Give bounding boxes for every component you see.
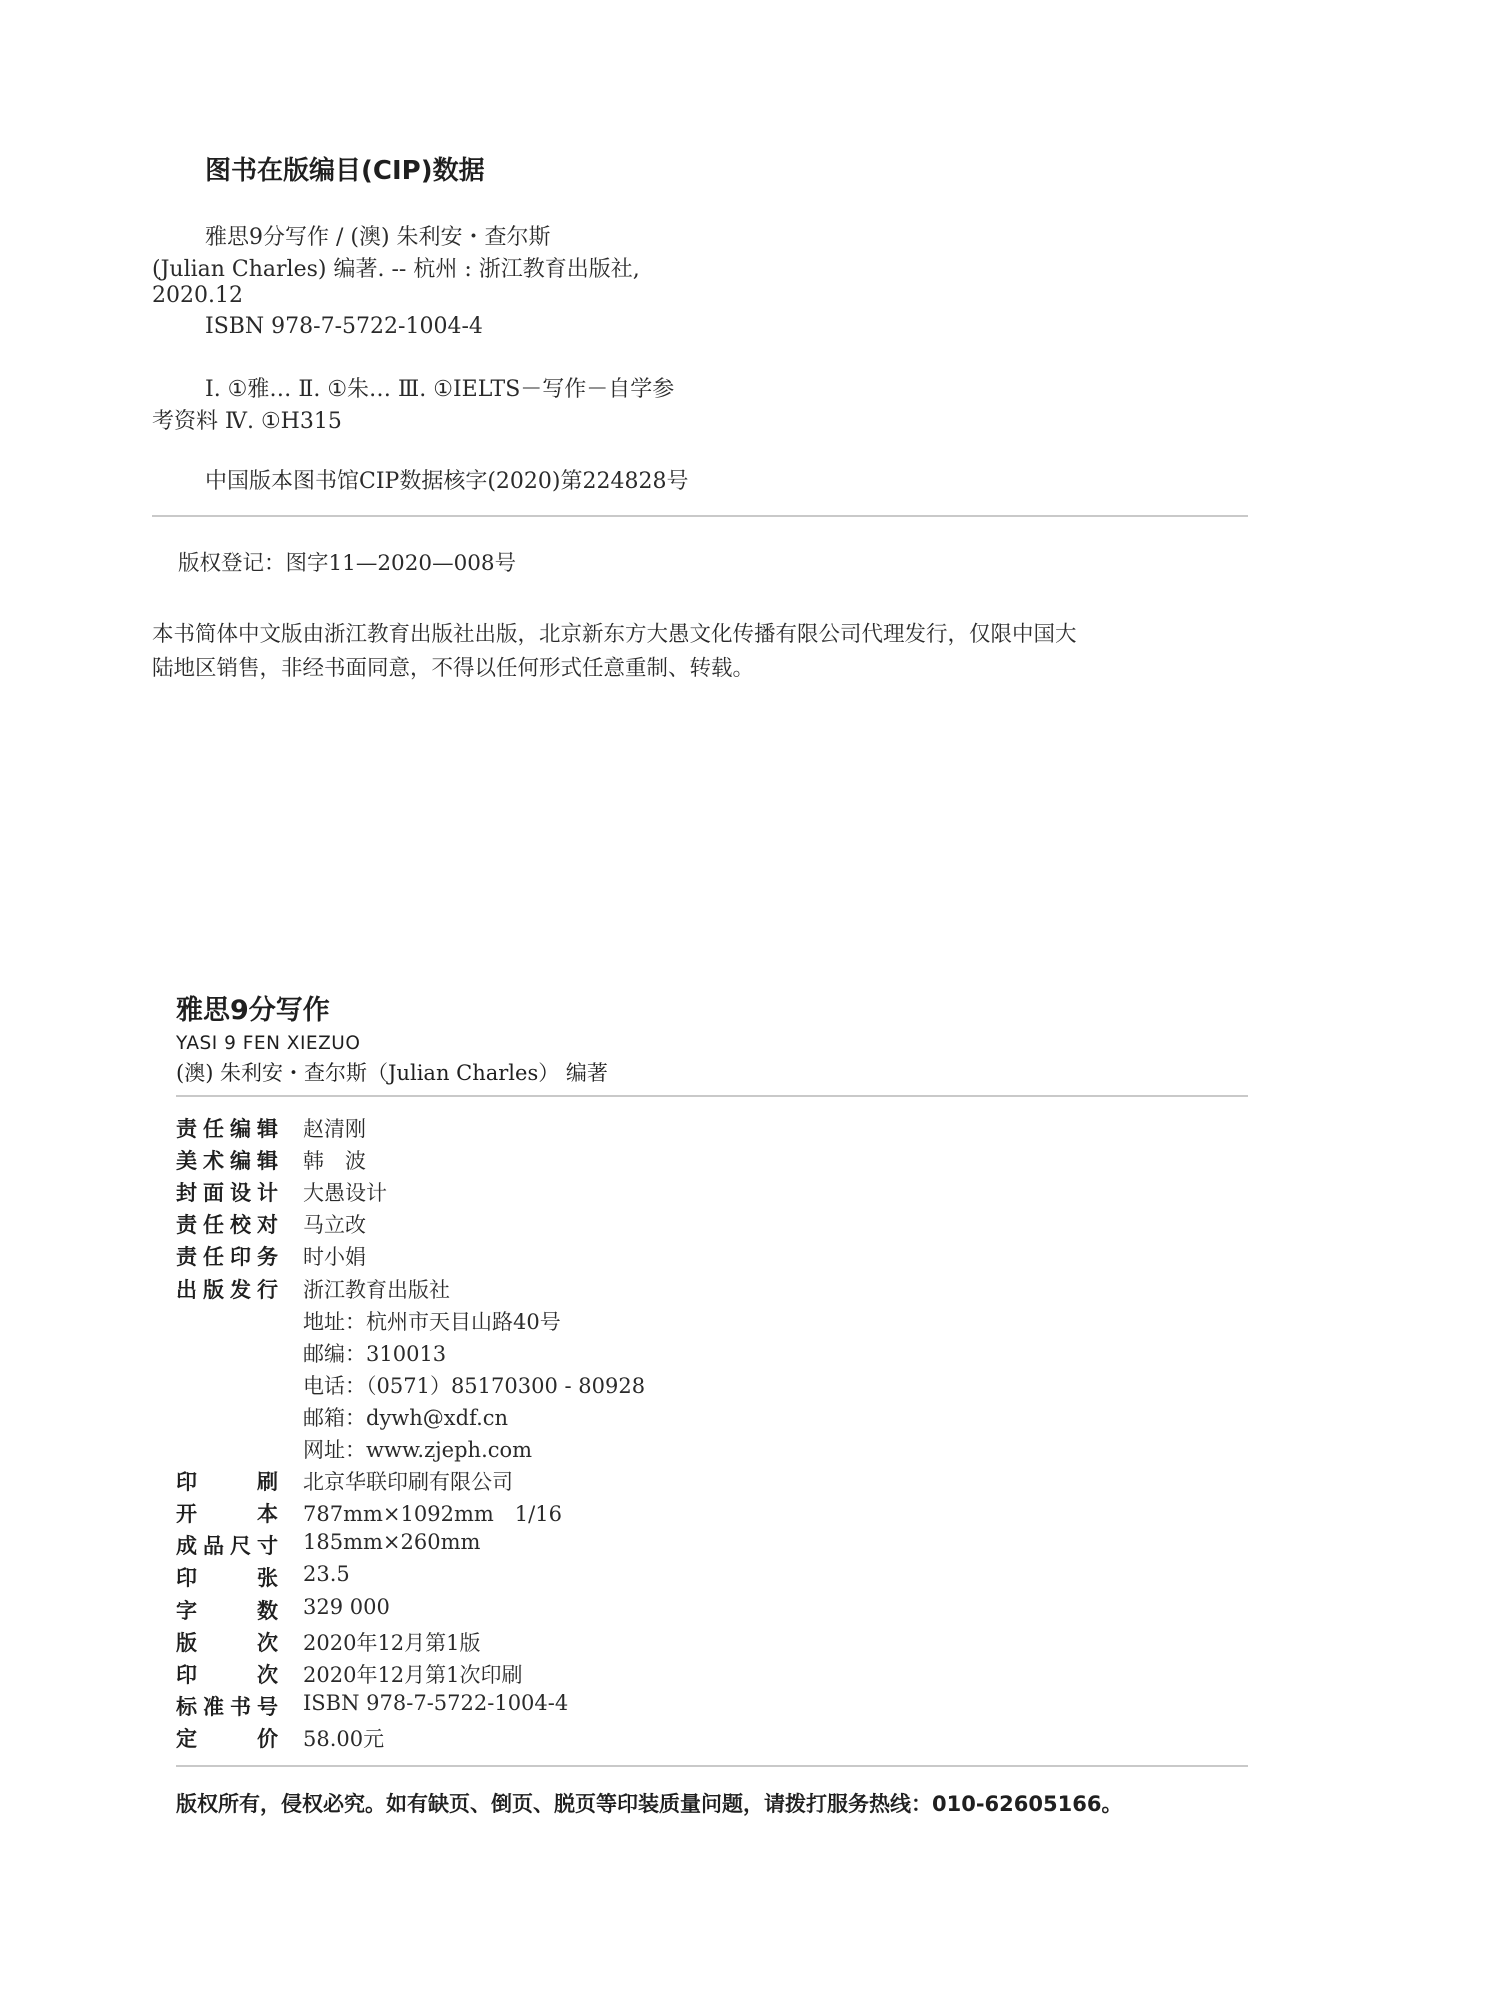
cip-line-isbn: ISBN 978-7-5722-1004-4: [205, 314, 483, 339]
cip-line-classification-cont: 考资料 Ⅳ. ①H315: [152, 409, 342, 434]
license-notice-line-1: 本书简体中文版由浙江教育出版社出版，北京新东方大愚文化传播有限公司代理发行，仅限中国大: [152, 622, 1077, 647]
book-title: 雅思9分写作: [176, 995, 330, 1026]
divider: [176, 1765, 1248, 1767]
detail-value: 329 000: [303, 1595, 390, 1619]
detail-label: 成品尺寸: [176, 1534, 278, 1558]
divider: [176, 1095, 1248, 1097]
copyright-footer: 版权所有，侵权必究。如有缺页、倒页、脱页等印装质量问题，请拨打服务热线：010-62605166。: [176, 1792, 1123, 1816]
cip-line-verification: 中国版本图书馆CIP数据核字(2020)第224828号: [205, 469, 689, 494]
detail-value: 2020年12月第1版: [303, 1631, 481, 1655]
cip-title: 图书在版编目(CIP)数据: [205, 156, 485, 186]
detail-label: 出版发行: [176, 1278, 278, 1302]
detail-value: 韩 波: [303, 1149, 366, 1173]
detail-label: 美术编辑: [176, 1149, 278, 1173]
detail-value: 大愚设计: [303, 1181, 387, 1205]
detail-value: 时小娟: [303, 1245, 366, 1269]
book-pinyin: YASI 9 FEN XIEZUO: [176, 1033, 361, 1054]
detail-value: 电话：（0571）85170300 - 80928: [303, 1374, 646, 1398]
detail-value: 浙江教育出版社: [303, 1278, 450, 1302]
detail-value: 地址：杭州市天目山路40号: [303, 1310, 561, 1334]
cip-line-date: 2020.12: [152, 283, 243, 308]
detail-value: 58.00元: [303, 1727, 385, 1751]
detail-value: 赵清刚: [303, 1117, 366, 1141]
detail-value: 邮编：310013: [303, 1342, 447, 1366]
detail-value: 23.5: [303, 1562, 350, 1586]
book-author: (澳) 朱利安・查尔斯（Julian Charles） 编著: [176, 1061, 608, 1085]
detail-label: 标准书号: [176, 1695, 278, 1719]
detail-label: 责任校对: [176, 1213, 278, 1237]
detail-label: 责任印务: [176, 1245, 278, 1269]
detail-label: 版次: [176, 1631, 278, 1655]
cip-line-classification: Ⅰ. ①雅… Ⅱ. ①朱… Ⅲ. ①IELTS－写作－自学参: [205, 377, 675, 402]
detail-label: 字数: [176, 1599, 278, 1623]
cip-line-title-author: 雅思9分写作 / (澳) 朱利安・查尔斯: [205, 225, 551, 250]
cip-line-author-publisher: (Julian Charles) 编著. -- 杭州 : 浙江教育出版社,: [152, 257, 640, 282]
detail-label: 定价: [176, 1727, 278, 1751]
detail-value: 北京华联印刷有限公司: [303, 1470, 513, 1494]
detail-label: 印次: [176, 1663, 278, 1687]
detail-label: 印刷: [176, 1470, 278, 1494]
detail-label: 印张: [176, 1566, 278, 1590]
detail-label: 封面设计: [176, 1181, 278, 1205]
detail-label: 开本: [176, 1502, 278, 1526]
detail-value: 2020年12月第1次印刷: [303, 1663, 523, 1687]
detail-value: 185mm×260mm: [303, 1530, 481, 1554]
license-notice-line-2: 陆地区销售，非经书面同意，不得以任何形式任意重制、转载。: [152, 656, 755, 681]
detail-value: 787mm×1092mm 1/16: [303, 1502, 562, 1526]
divider: [152, 515, 1248, 517]
detail-label: 责任编辑: [176, 1117, 278, 1141]
detail-value: 邮箱：dywh@xdf.cn: [303, 1406, 509, 1430]
detail-value: ISBN 978-7-5722-1004-4: [303, 1691, 569, 1715]
detail-value: 网址：www.zjeph.com: [303, 1438, 533, 1462]
detail-value: 马立改: [303, 1213, 366, 1237]
copyright-registration: 版权登记：图字11—2020—008号: [178, 551, 517, 576]
